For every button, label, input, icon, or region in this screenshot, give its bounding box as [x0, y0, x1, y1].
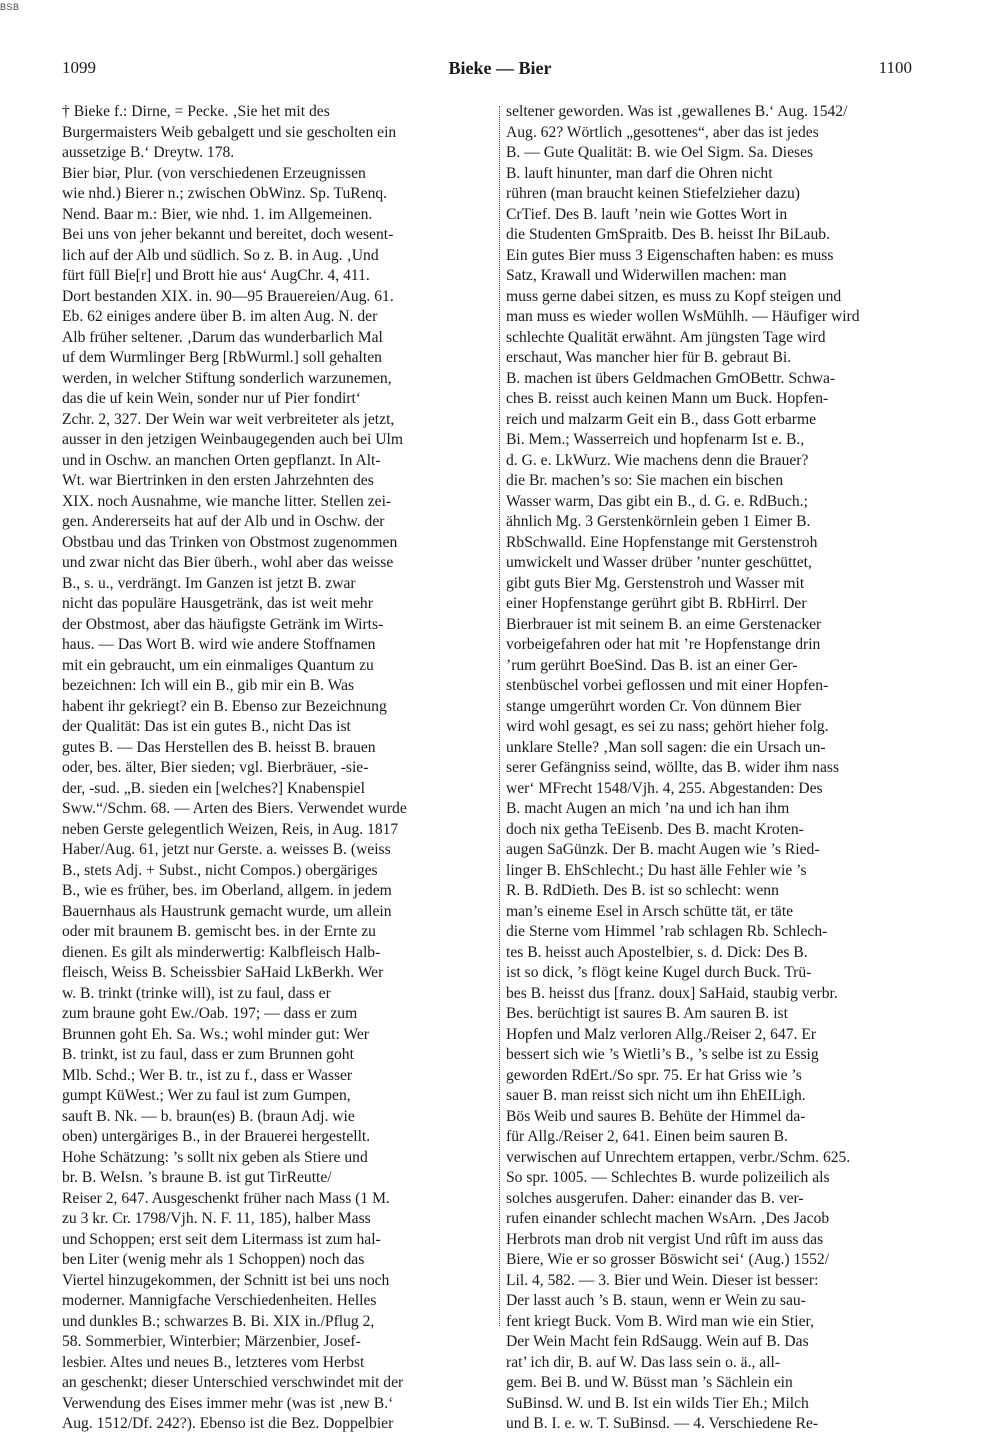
text-line: muss gerne dabei sitzen, es muss zu Kopf steigen und — [506, 287, 842, 305]
text-line: fleisch, Weiss B. Scheissbier SaHaid LkBerkh. Wer — [62, 964, 384, 981]
text-line: B. machen ist übers Geldmachen GmOBettr. Schwa- — [506, 369, 836, 387]
text-line: für Allg./Reiser 2, 641. Einen beim sauren B. — [506, 1128, 788, 1145]
text-line: gutes B. — Das Herstellen des B. heisst B. brauen — [62, 738, 376, 756]
text-line: Der lasst auch ’s B. staun, wenn er Wein zu sau- — [506, 1292, 806, 1309]
text-line: fent kriegt Buck. Vom B. Wird man wie ein Stier, — [506, 1312, 814, 1330]
text-line: B., s. u., verdrängt. Im Ganzen ist jetzt B. zwar — [62, 574, 356, 592]
text-line: ’rum gerührt BoeSind. Das B. ist an einer Ger- — [506, 656, 798, 674]
text-line: der Qualität: Das ist ein gutes B., nicht Das ist — [62, 718, 351, 735]
text-line: haus. — Das Wort B. wird wie andere Stoffnamen — [62, 636, 376, 653]
text-line: rühren (man braucht keinen Stiefelzieher dazu) — [506, 185, 800, 202]
running-title: Bieke — Bier — [448, 58, 552, 78]
text-line: aussetzige B.‘ Dreytw. 178. — [62, 144, 235, 161]
text-line: Haber/Aug. 61, jetzt nur Gerste. a. weisses B. (weiss — [62, 841, 391, 858]
text-line: br. B. WeIsn. ’s braune B. ist gut TirReutte/ — [62, 1169, 332, 1186]
text-line: gumpt KüWest.; Wer zu faul ist zum Gumpen, — [62, 1087, 351, 1104]
text-line: Nend. Baar m.: Bier, wie nhd. 1. im Allgemeinen. — [62, 205, 373, 223]
text-line: augen SaGünzk. Der B. macht Augen wie ’s Ried- — [506, 841, 820, 858]
text-line: B. trinkt, ist zu faul, dass er zum Brunnen goht — [62, 1046, 354, 1063]
text-line: serer Gefängniss seind, wöllte, das B. wider ihm nass — [506, 759, 840, 776]
text-line: B. — Gute Qualität: B. wie Oel Sigm. Sa. Dieses — [506, 144, 814, 161]
text-line: sauer B. man reisst sich nicht um ihn EhEILigh. — [506, 1087, 806, 1104]
text-line: gibt guts Bier Mg. Gerstenstroh und Wasser mit — [506, 574, 805, 592]
text-line: umwickelt und Wasser drüber ’nunter geschüttet, — [506, 554, 812, 571]
text-line: RbSchwalld. Eine Hopfenstange mit Gerstenstroh — [506, 533, 818, 551]
text-line: man’s eineme Esel in Arsch schütte tät, er täte — [506, 902, 794, 920]
text-line: Aug. 1512/Df. 242?). Ebenso ist die Bez. Doppelbier — [62, 1415, 394, 1432]
text-line: gem. Bei B. und W. Büsst man ’s Sächlein ein — [506, 1374, 793, 1391]
text-line: habent ihr gekriegt? ein B. Ebenso zur Bezeichnung — [62, 697, 387, 715]
text-line: Bauernhaus als Haustrunk gemacht wurde, um allein — [62, 902, 392, 920]
text-line: Hopfen und Malz verloren Allg./Reiser 2, 647. Er — [506, 1025, 817, 1043]
text-line: Eb. 62 einiges andere über B. im alten Aug. N. der — [62, 308, 378, 325]
text-line: lich auf der Alb und südlich. So z. B. in Aug. ‚Und — [62, 246, 379, 264]
library-watermark: BSB — [0, 2, 20, 12]
text-line: oben) untergäriges B., in der Brauerei hergestellt. — [62, 1128, 371, 1145]
text-line: neben Gerste gelegentlich Weizen, Reis, in Aug. 1817 — [62, 820, 399, 838]
text-line: geworden RdErt./So spr. 75. Er hat Griss wie ’s — [506, 1066, 802, 1084]
text-line: wird wohl gesagt, es sei zu nass; gehört hieher folg. — [506, 718, 829, 735]
text-line: Bös Weib und saures B. Behüte der Himmel da- — [506, 1107, 806, 1125]
text-line: die Br. machen’s so: Sie machen ein bischen — [506, 472, 784, 489]
text-line: verwischen auf Unrechtem ertappen, verbr./Schm. 625. — [506, 1148, 851, 1166]
text-line: oder mit braunem B. gemischt bes. in der Ernte zu — [62, 923, 376, 940]
text-line: Brunnen goht Eh. Sa. Ws.; wohl minder gut: Wer — [62, 1025, 369, 1043]
text-line: bezeichnen: Ich will ein B., gib mir ein B. Was — [62, 677, 355, 694]
text-line: der, -sud. „B. sieden ein [welches?] Knabenspiel — [62, 779, 365, 797]
text-line: sauft B. Nk. — b. braun(es) B. (braun Adj. wie — [62, 1107, 355, 1125]
text-line: Der Wein Macht fein RdSaugg. Wein auf B. Das — [506, 1333, 809, 1350]
text-line: ben Liter (wenig mehr als 1 Schoppen) noch das — [62, 1251, 365, 1268]
text-line: Lil. 4, 582. — 3. Bier und Wein. Dieser ist besser: — [506, 1271, 819, 1289]
text-line: Hohe Schätzung: ’s sollt nix geben als Stiere und — [62, 1148, 368, 1166]
text-line: d. G. e. LkWurz. Wie machens denn die Brauer? — [506, 451, 809, 469]
text-line: oder, bes. älter, Bier sieden; vgl. Bierbräuer, -sie- — [62, 759, 369, 776]
text-line: werden, in welcher Stiftung sonderlich warzunemen, — [62, 369, 392, 387]
text-line: Wt. war Biertrinken in den ersten Jahrzehnten des — [62, 472, 374, 489]
text-line: SuBinsd. W. und B. Ist ein wilds Tier Eh.; Milch — [506, 1394, 809, 1412]
text-line: ähnlich Mg. 3 Gerstenkörnlein geben 1 Eimer B. — [506, 513, 811, 530]
text-line: rat’ ich dir, B. auf W. Das lass sein o. ä., all- — [506, 1353, 781, 1371]
text-line: und in Oschw. an manchen Orten gepflanzt. In Alt- — [62, 451, 381, 469]
text-line: die Studenten GmSpraitb. Des B. heisst Ihr BiLaub. — [506, 226, 830, 243]
text-line: Alb früher seltener. ‚Darum das wunderbarlich Mal — [62, 328, 383, 346]
text-line: CrTief. Des B. lauft ’nein wie Gottes Wort in — [506, 205, 788, 223]
text-line: das die uf kein Wein, sonder nur uf Pier fondirt‘ — [62, 390, 361, 407]
text-line: moderner. Mannigfache Verschiedenheiten. Helles — [62, 1292, 377, 1309]
page-number-right: 1100 — [878, 58, 912, 77]
text-line: unklare Stelle? ‚Man soll sagen: die ein Ursach un- — [506, 738, 826, 756]
left-column — [62, 102, 494, 1432]
text-line: B., wie es früher, bes. im Oberland, allgem. in jedem — [62, 882, 392, 899]
text-line: Mlb. Schd.; Wer B. tr., ist zu f., dass er Wasser — [62, 1066, 353, 1084]
right-column — [506, 102, 920, 1432]
text-line: bessert sich wie ’s Wietli’s B., ’s selbe ist zu Essig — [506, 1046, 819, 1063]
text-line: seltener geworden. Was ist ‚gewallenes B.‘ Aug. 1542/ — [506, 103, 848, 120]
text-line: doch nix getha TeEisenb. Des B. macht Kroten- — [506, 820, 804, 838]
text-line: der Obstmost, aber das häufigste Getränk im Wirts- — [62, 615, 384, 633]
text-line: fürt füll Bie[r] und Brott hie aus‘ AugChr. 4, 411. — [62, 267, 370, 284]
text-line: Bi. Mem.; Wasserreich und hopfenarm Ist e. B., — [506, 431, 805, 448]
text-line: zum braune goht Ew./Oab. 197; — dass er zum — [62, 1005, 358, 1022]
text-line: Wasser warm, Das gibt ein B., d. G. e. RdBuch.; — [506, 492, 808, 510]
text-line: So spr. 1005. — Schlechtes B. wurde polizeilich als — [506, 1169, 830, 1186]
text-line: Bierbrauer ist mit seinem B. an eime Gerstenacker — [506, 615, 822, 633]
text-line: nicht das populäre Hausgetränk, das ist weit mehr — [62, 595, 373, 612]
text-line: Herbrots man drob nit vergist Und rûft im auss das — [506, 1230, 824, 1248]
text-line: vorbeigefahren oder hat mit ’re Hopfenstange drin — [506, 636, 821, 653]
page-number-left: 1099 — [62, 58, 96, 77]
text-line: Bes. berüchtigt ist saures B. Am sauren B. ist — [506, 1005, 788, 1022]
text-line: gen. Andererseits hat auf der Alb und in Oschw. der — [62, 513, 385, 530]
text-line: w. B. trinkt (trinke will), ist zu faul, dass er — [62, 984, 331, 1002]
text-line: an geschenkt; dieser Unterschied verschwindet mit der — [62, 1374, 404, 1391]
column-divider — [499, 106, 500, 1326]
text-line: rufen einander schlecht machen WsArn. ‚Des Jacob — [506, 1210, 830, 1227]
text-line: Reiser 2, 647. Ausgeschenkt früher nach Mass (1 M. — [62, 1189, 390, 1207]
text-line: und Schoppen; erst seit dem Litermass ist zum hal- — [62, 1230, 381, 1248]
text-line: Bier biər, Plur. (von verschiedenen Erzeugnissen — [62, 164, 366, 182]
text-line: und dunkles B.; schwarzes B. Bi. XIX in./Pflug 2, — [62, 1312, 375, 1330]
text-line: ches B. reisst auch keinen Mann um Buck. Hopfen- — [506, 390, 829, 407]
text-line: Satz, Krawall und Widerwillen machen: man — [506, 267, 787, 284]
text-line: wie nhd.) Bierer n.; zwischen ObWinz. Sp. TuRenq. — [62, 185, 388, 202]
text-line: linger B. EhSchlecht.; Du hast älle Fehler wie ’s — [506, 861, 807, 879]
text-line: 58. Sommerbier, Winterbier; Märzenbier, Josef- — [62, 1333, 361, 1350]
text-line: XIX. noch Ausnahme, wie manche litter. Stellen zei- — [62, 492, 392, 510]
text-line: schlechte Qualität erwähnt. Am jüngsten Tage wird — [506, 328, 826, 346]
text-line: † Bieke f.: Dirne, = Pecke. ‚Sie het mit des — [62, 103, 330, 120]
text-line: ist so dick, ’s flögt keine Kugel durch Buck. Trü- — [506, 964, 812, 981]
text-line: die Sterne vom Himmel ’rab schlagen Rb. Schlech- — [506, 923, 828, 940]
text-line: wer‘ MFrecht 1548/Vjh. 4, 255. Abgestanden: Des — [506, 779, 823, 797]
text-line: B. macht Augen an mich ’na und ich han ihm — [506, 800, 790, 817]
text-line: erschaut, Was mancher hier für B. gebraut Bi. — [506, 349, 792, 366]
text-line: Biere, Wie er so grosser Böswicht sei‘ (Aug.) 1552/ — [506, 1251, 830, 1268]
text-line: Obstbau und das Trinken von Obstmost zugenommen — [62, 533, 398, 551]
text-line: bes B. heisst dus [franz. doux] SaHaid, staubig verbr. — [506, 984, 838, 1002]
text-line: ausser in den jetzigen Weinbaugegenden auch bei Ulm — [62, 431, 403, 448]
text-line: man muss es wieder wollen WsMühlh. — Häufiger wird — [506, 308, 860, 325]
text-line: Dort bestanden XIX. in. 90—95 Brauereien/Aug. 61. — [62, 287, 394, 305]
text-line: mit ein gebraucht, um ein einmaliges Quantum zu — [62, 656, 374, 674]
text-line: Burgermaisters Weib gebalgett und sie gescholten ein — [62, 123, 397, 141]
text-line: stange umgerührt worden Cr. Von dünnem Bier — [506, 697, 802, 715]
text-line: zu 3 kr. Cr. 1798/Vjh. N. F. 11, 185), halber Mass — [62, 1210, 371, 1227]
text-line: und zwar nicht das Bier überh., wohl aber das weisse — [62, 554, 394, 571]
text-line: dienen. Es gilt als minderwertig: Kalbfleisch Halb- — [62, 943, 381, 961]
text-line: Verwendung des Eises immer mehr (was ist ‚new B.‘ — [62, 1394, 394, 1412]
text-line: einer Hopfenstange gerührt gibt B. RbHirrl. Der — [506, 595, 807, 612]
text-line: Bei uns von jeher bekannt und bereitet, doch wesent- — [62, 226, 394, 243]
text-line: Ein gutes Bier muss 3 Eigenschaften haben: es muss — [506, 246, 834, 264]
text-line: uf dem Wurmlinger Berg [RbWurml.] soll gehalten — [62, 349, 382, 366]
text-line: B., stets Adj. + Subst., nicht Compos.) obergäriges — [62, 861, 378, 879]
text-line: R. B. RdDieth. Des B. ist so schlecht: wenn — [506, 882, 779, 899]
text-line: Zchr. 2, 327. Der Wein war weit verbreiteter als jetzt, — [62, 410, 395, 428]
text-line: Viertel hinzugekommen, der Schnitt ist bei uns noch — [62, 1271, 390, 1289]
text-line: und B. I. e. w. T. SuBinsd. — 4. Verschiedene Re- — [506, 1415, 819, 1432]
text-line: stenbüschel vorbei geflossen und mit einer Hopfen- — [506, 677, 829, 694]
text-line: lesbier. Altes und neues B., letzteres vom Herbst — [62, 1353, 365, 1371]
text-line: reich und malzarm Geit ein B., dass Gott erbarme — [506, 410, 817, 428]
text-line: solches ausgerufen. Daher: einander das B. ver- — [506, 1189, 804, 1207]
text-line: tes B. heisst auch Apostelbier, s. d. Dick: Des B. — [506, 943, 808, 961]
text-line: Aug. 62? Wörtlich „gesottenes“, aber das ist jedes — [506, 123, 819, 141]
text-line: Sww.“/Schm. 68. — Arten des Biers. Verwendet wurde — [62, 800, 407, 817]
text-line: B. lauft hinunter, man darf die Ohren nicht — [506, 164, 773, 182]
